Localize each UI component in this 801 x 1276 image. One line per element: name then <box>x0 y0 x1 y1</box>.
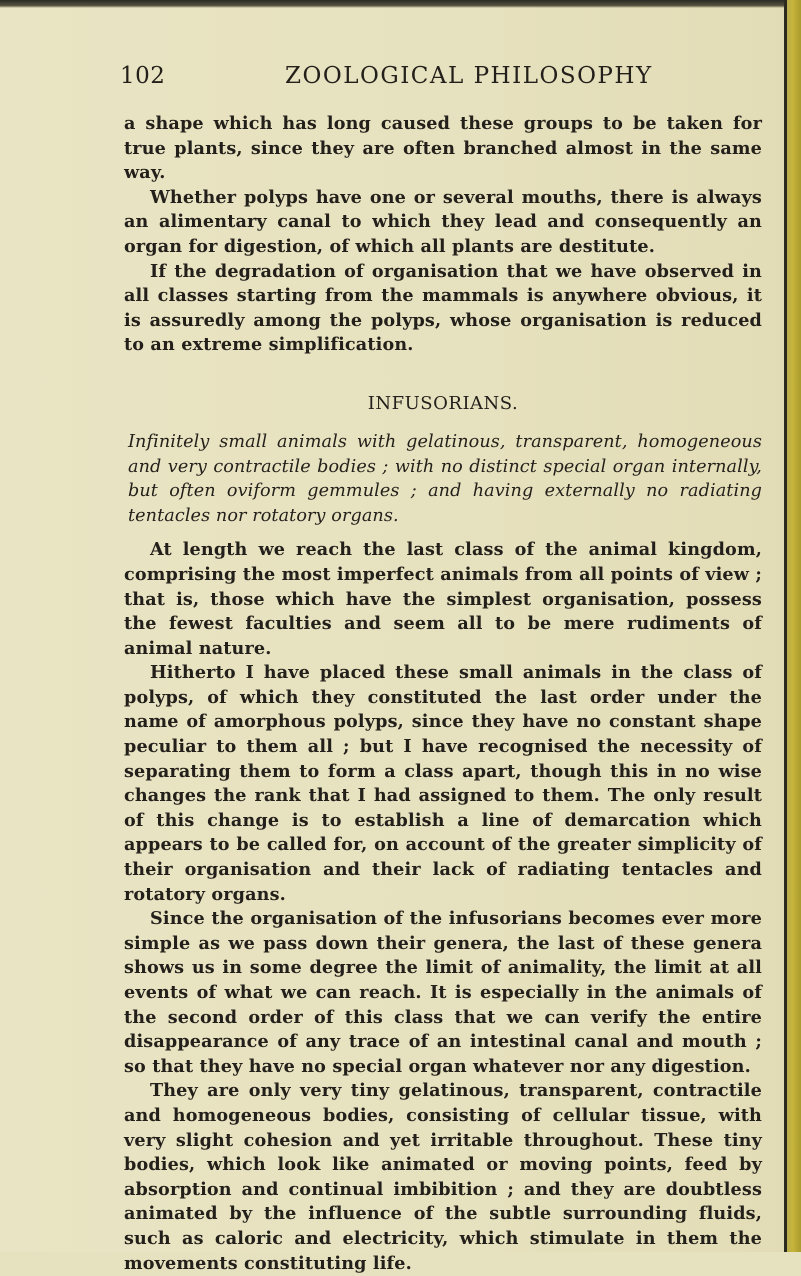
paragraph: At length we reach the last class of the animal kingdom, comprising the most imperfect animals from all points of view ; that is, those which have the simplest organisation, possess the fewest faculties and seem all to be mere rudiments of animal nature. <box>124 539 762 659</box>
page-number: 102 <box>120 63 166 89</box>
running-title: ZOOLOGICAL PHILOSOPHY <box>285 63 653 89</box>
paragraph: Hitherto I have placed these small animals in the class of polyps, of which they constituted the last order under the name of amorphous polyps, since they have no constant shape peculiar to them all ; but I have recognised the necessity of separating them to form a class apart, though this in no wise changes the rank that I had assigned to them. The only result of this change is to establish a line of demarcation which appears to be called for, on account of the greater simplicity of their organisation and their lack of radiating tentacles and rotatory organs. <box>124 662 762 905</box>
paragraph: If the degradation of organisation that we have observed in all classes starting from the mammals is anywhere obvious, it is assuredly among the polyps, whose organisation is reduced to an extreme simplification. <box>124 260 762 356</box>
paragraph: Since the organisation of the infusorians becomes ever more simple as we pass down their genera, the last of these genera shows us in some degree the limit of animality, the limit at all events of what we can reach. It is especially in the animals of the second order of this class that we can verify the entire disappearance of any trace of an intestinal canal and mouth ; so that they have no special organ whatever nor any digestion. <box>124 908 762 1077</box>
top-page-edge <box>0 0 801 8</box>
page-body <box>124 112 762 1276</box>
section-heading: INFUSORIANS. <box>367 392 519 414</box>
page-header <box>120 63 760 95</box>
book-cover-edge <box>787 0 801 1252</box>
paragraph: a shape which has long caused these groups to be taken for true plants, since they are often branched almost in the same way. <box>124 113 762 184</box>
section-summary: Infinitely small animals with gelatinous, transparent, homogeneous and very contractile bodies ; with no distinct special organ internally, but often oviform gemmules ; and having externally no radiating tentacles nor rotatory organs. <box>128 431 762 526</box>
paragraph: They are only very tiny gelatinous, transparent, contractile and homogeneous bodies, consisting of cellular tissue, with very slight cohesion and yet irritable throughout. These tiny bodies, which look like animated or moving points, feed by absorption and continual imbibition ; and they are doubtless animated by the influence of the subtle surrounding fluids, such as caloric and electricity, which stimulate in them the movements constituting life. <box>124 1080 762 1274</box>
paragraph: Whether polyps have one or several mouths, there is always an alimentary canal to which they lead and consequently an organ for digestion, of which all plants are destitute. <box>124 186 762 257</box>
